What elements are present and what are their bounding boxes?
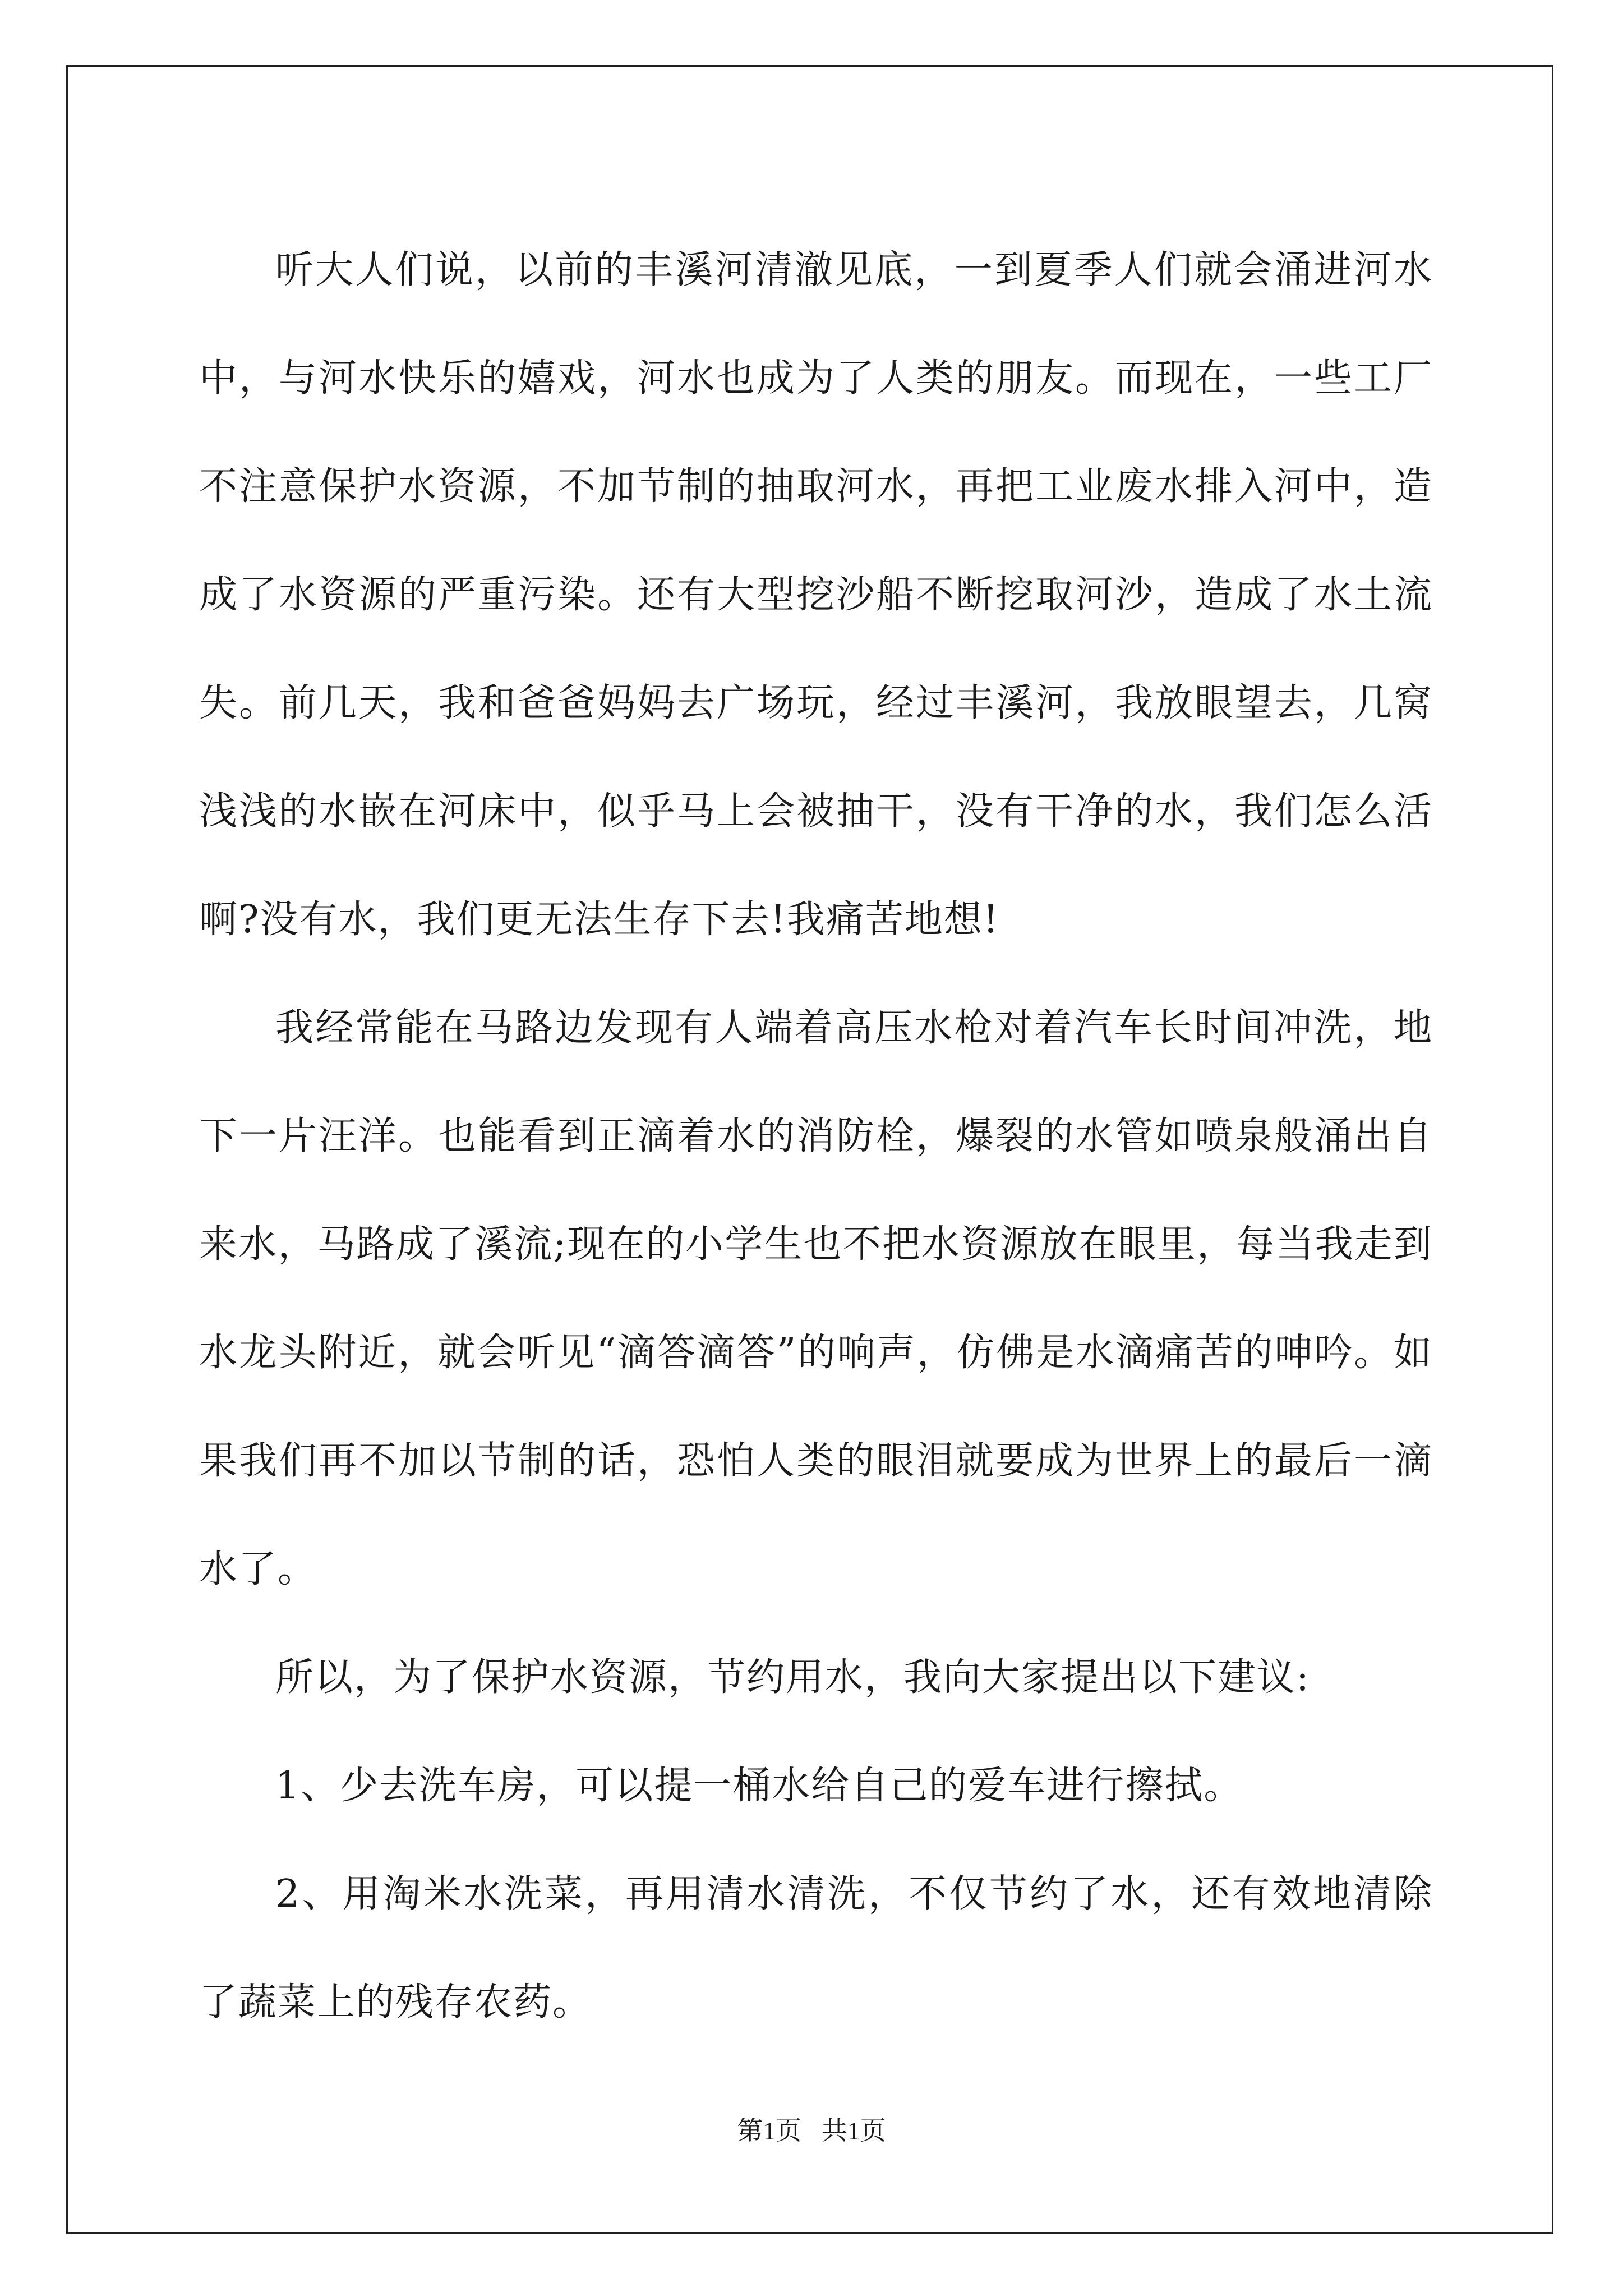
- paragraph-water-waste: 我经常能在马路边发现有人端着高压水枪对着汽车长时间冲洗，地下一片汪洋。也能看到正滴着水的消防栓，爆裂的水管如喷泉般涌出自来水，马路成了溪流;现在的小学生也不把水资源放在眼里，每当我走到水龙头附近，就会听见“滴答滴答”的响声，仿佛是水滴痛苦的呻吟。如果我们再不加以节制的话，恐怕人类的眼泪就要成为世界上的最后一滴水了。: [199, 1006, 1433, 1591]
- paragraph-river-memory: 听大人们说，以前的丰溪河清澈见底，一到夏季人们就会涌进河水中，与河水快乐的嬉戏，河水也成为了人类的朋友。而现在，一些工厂不注意保护水资源，不加节制的抽取河水，再把工业废水排入河中，造成了水资源的严重污染。还有大型挖沙船不断挖取河沙，造成了水土流失。前几天，我和爸爸妈妈去广场玩，经过丰溪河，我放眼望去，几窝浅浅的水嵌在河床中，似乎马上会被抽干，没有干净的水，我们怎么活啊?没有水，我们更无法生存下去!我痛苦地想!: [199, 248, 1433, 942]
- paragraph-suggestion-2: 2、用淘米水洗菜，再用清水清洗，不仅节约了水，还有效地清除了蔬菜上的残存农药。: [199, 1872, 1433, 2024]
- document-body: [199, 216, 1433, 2056]
- page-number-total: 共1页: [821, 2116, 886, 2145]
- paragraph-suggestion-1: 1、少去洗车房，可以提一桶水给自己的爱车进行擦拭。: [275, 1764, 1243, 1808]
- page-number-current: 第1页: [737, 2116, 802, 2145]
- paragraph-suggestion-intro: 所以，为了保护水资源，节约用水，我向大家提出以下建议:: [275, 1655, 1310, 1700]
- page-footer: [0, 2110, 1623, 2147]
